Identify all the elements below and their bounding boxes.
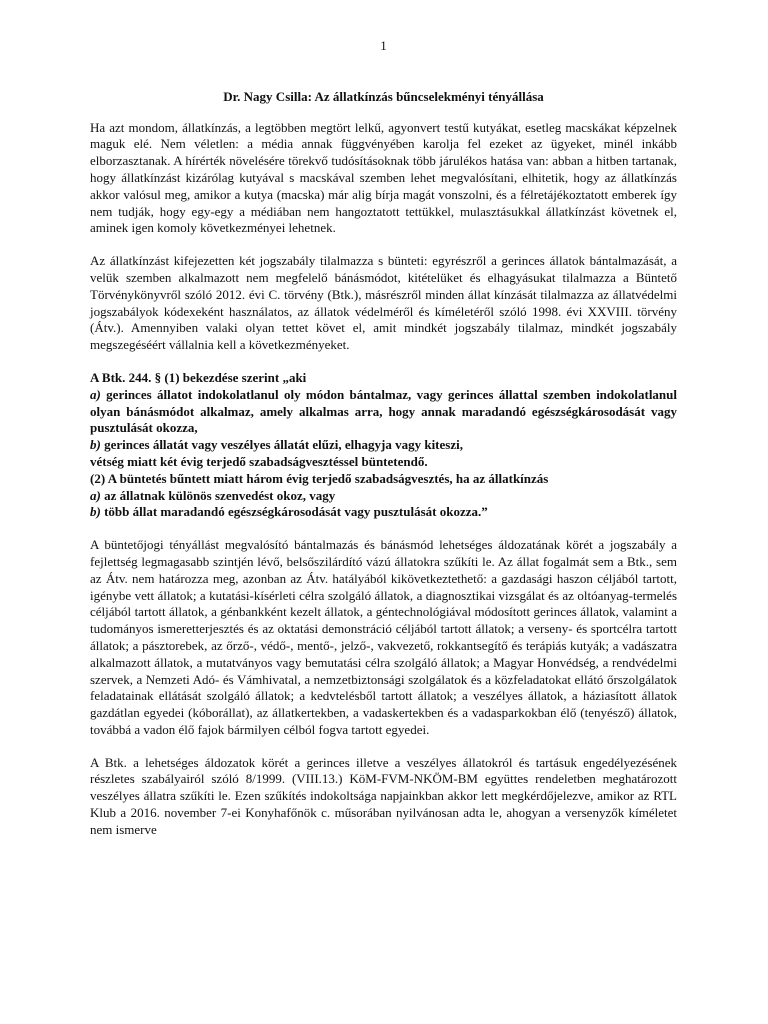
paragraph-victims: A büntetőjogi tényállást megvalósító bántalmazás és bánásmód lehetséges áldozatának körét a jogszabály a fejlettség legmagasabb szintjén lévő, belsőszilárdító vázú állatokra szűkíti le. Az állat fogalmát sem a Btk., sem az Átv. nem határozza meg, azonban az Átv. hatályából kikövetkeztethető: a gazdasági haszon céljából tartott, igénybe vett állatok; a kutatási-kísérleti célra szolgáló állatok, a diagnosztikai vizsgálat és az oltóanyag-termelés céljából tartott állatok, a génbankként kezelt állatok, a géntechnológiával módosított gerinces állatok, valamint a tudományos ismeretterjesztés és az oktatási demonstráció céljából tartott állatok; a verseny- és sportcélra tartott állatok; a pásztorebek, az őrző-, védő-, mentő-, jelző-, vakvezető, rokkantsegítő és terápiás kutyák; a vadászatra alkalmazott állatok, a mutatványos vagy bemutatási célra szolgáló állatok; a Magyar Honvédség, a rendvédelmi szervek, a Nemzeti Adó- és Vámhivatal, a nemzetbiztonsági szolgálatok és a közfeladatokat ellátó őrszolgálatok feladatainak ellátását szolgáló állatok; a kedvtelésből tartott állatok; a veszélyes állatok, a háziasított állatok gazdátlan egyedei (kóborállat), az állatkertekben, a vadaskertekben és a vadasparkokban élő (tenyésző) állatok, továbbá a vadon élő fajok bármilyen célból fogva tartott egyedei. <box>90 537 677 737</box>
quote-point-b-text: gerinces állatát vagy veszélyes állatát elűzi, elhagyja vagy kiteszi, <box>100 437 463 453</box>
quote-point-a-text: gerinces állatot indokolatlanul oly módon bántalmaz, vagy gerinces állattal szemben indokolatlanul olyan bánásmódot alkalmaz, amely alkalmas arra, hogy annak maradandó egészségkárosodását vagy pusztulását okozza, <box>90 386 677 436</box>
quote-section-2-a-marker: a) <box>90 487 101 503</box>
btk-quote <box>90 370 677 521</box>
quote-section-2-a <box>90 488 677 505</box>
quote-point-a <box>90 387 677 437</box>
quote-lead: A Btk. 244. § (1) bekezdése szerint „aki <box>90 369 307 385</box>
quote-section-2: (2) A büntetés bűntett miatt három évig terjedő szabadságvesztés, ha az állatkínzás <box>90 470 549 486</box>
paragraph-laws: Az állatkínzást kifejezetten két jogszabály tilalmazza s bünteti: egyrészről a gerinces állatok bántalmazását, a velük szemben alkalmazott nem megfelelő bánásmódot, kitételüket és elhagyásukat tilalmazza a Büntető Törvénykönyvről szóló 2012. évi C. törvény (Btk.), másrészről minden állat kínzását tilalmazza az állatvédelmi jogszabályok kódexeként használatos, az állatok védelméről és kíméletéről szóló 1998. évi XXVIII. törvény (Átv.). Amennyiben valaki olyan tettet követ el, amit mindkét jogszabály tilalmaz, mindkét jogszabály megszegéséért vállalnia kell a következményeket. <box>90 253 677 353</box>
quote-point-b-marker: b) <box>90 437 101 453</box>
paragraph-dangerous-animals: A Btk. a lehetséges áldozatok körét a gerinces illetve a veszélyes állatokról és tartásuk engedélyezésének részletes szabályairól szóló 8/1999. (VIII.13.) KöM-FVM-NKÖM-BM együttes rendeletben meghatározott veszélyes állatra szűkíti le. Ezen szűkítés indokoltsága napjainkban akkor lett megkérdőjelezve, amikor az RTL Klub a 2016. november 7-ei Konyhafőnök c. műsorában nyilvánosan adta le, ahogyan a versenyzők kíméletet nem ismerve <box>90 754 677 837</box>
quote-section-2-b <box>90 504 677 521</box>
document-title: Dr. Nagy Csilla: Az állatkínzás bűncselekményi tényállása <box>223 88 544 104</box>
quote-penalty: vétség miatt két évig terjedő szabadságvesztéssel büntetendő. <box>90 453 428 469</box>
quote-point-b <box>90 437 677 454</box>
quote-section-2-b-marker: b) <box>90 504 101 520</box>
quote-point-a-marker: a) <box>90 386 101 402</box>
document-page <box>90 38 677 855</box>
page-number: 1 <box>380 38 387 53</box>
paragraph-intro: Ha azt mondom, állatkínzás, a legtöbben megtört lelkű, agyonvert testű kutyákat, esetleg macskákat képzelnek maguk elé. Nem véletlen: a média annak függvényében karolja fel ezeket az ügyeket, minél inkább elborzasztanak. A hírérték növelésére törekvő tudósításoknak több járulékos hatása van: abban a hitben tartanak, hogy állatkínzást kizárólag kutyával s macskával szemben lehet megvalósítani, elhitetik, hogy az állatkínzás akkor valósul meg, amikor a kutya (macska) már alig bírja magát vonszolni, és a félretájékoztatott emberek így nem tudják, hogy egy-egy a médiában nem hangoztatott tettükkel, mulasztásukkal állatkínzást követnek el, aminek igen komoly következményei lehetnek. <box>90 119 677 236</box>
quote-section-2-b-text: több állat maradandó egészségkárosodását vagy pusztulását okozza.” <box>100 504 488 520</box>
quote-section-2-a-text: az állatnak különös szenvedést okoz, vagy <box>100 487 336 503</box>
